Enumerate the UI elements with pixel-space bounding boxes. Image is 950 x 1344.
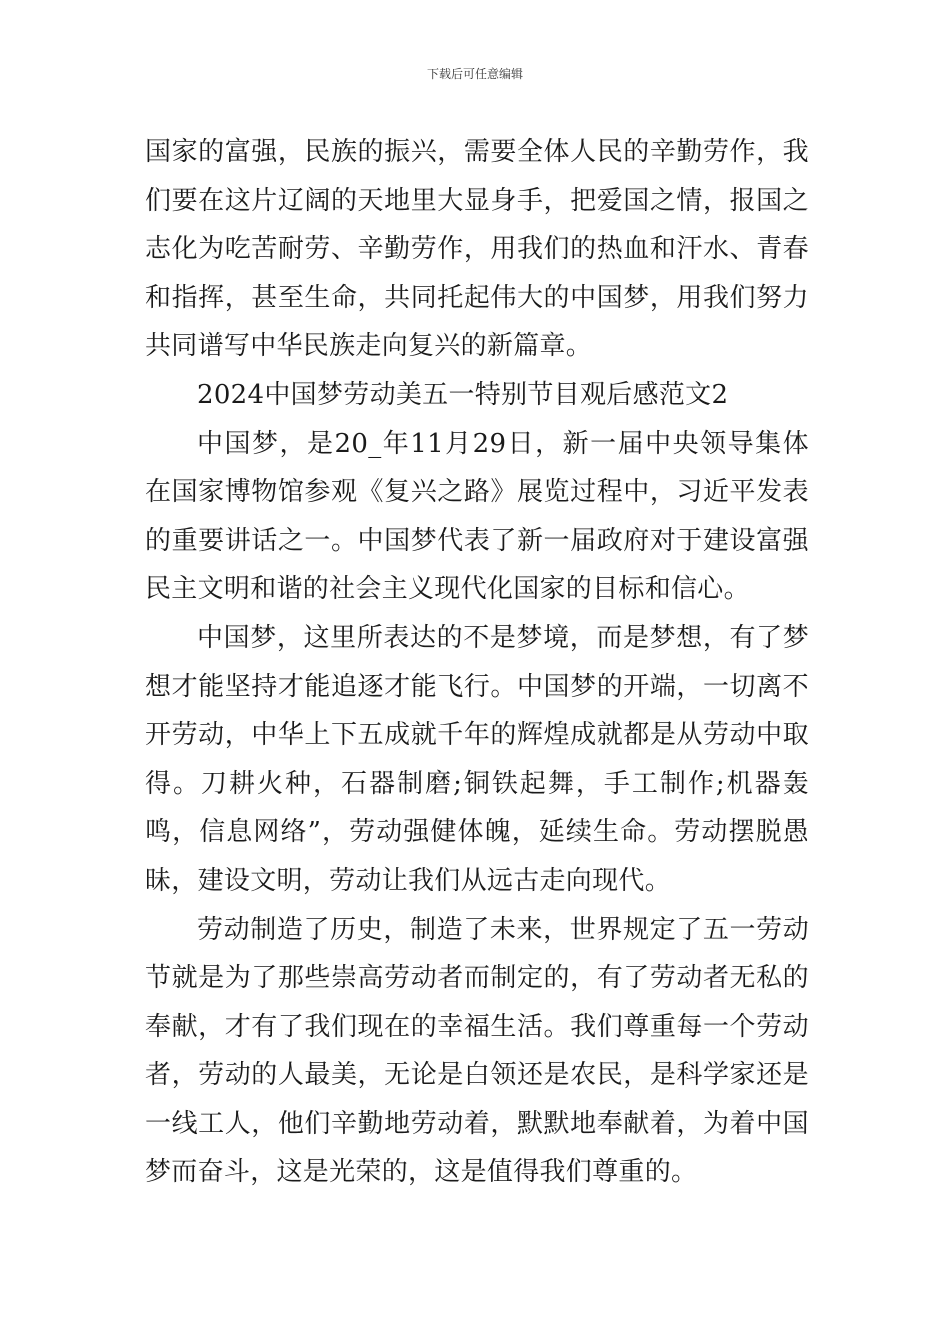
- page-header: 下载后可任意编辑: [426, 67, 523, 81]
- section-title: 2024中国梦劳动美五一特别节目观后感范文2: [197, 379, 729, 410]
- paragraph: 中国梦，这里所表达的不是梦境，而是梦想，有了梦想才能坚持才能追逐才能飞行。中国梦的开端，一切离不开劳动，中华上下五成就千年的辉煌成就都是从劳动中取得。刀耕火种，石器制磨;铜铁起舞，手工制作;机器轰鸣，信息网络”，劳动强健体魄，延续生命。劳动摆脱愚昧，建设文明，劳动让我们从远古走向现代。: [145, 622, 809, 896]
- paragraph-continuation: 国家的富强，民族的振兴，需要全体人民的辛勤劳作，我们要在这片辽阔的天地里大显身手，把爱国之情，报国之志化为吃苦耐劳、辛勤劳作，用我们的热血和汗水、青春和指挥，甚至生命，共同托起伟大的中国梦，用我们努力共同谱写中华民族走向复兴的新篇章。: [145, 137, 809, 362]
- document-body: [145, 128, 809, 1197]
- paragraph: 中国梦，是20_年11月29日，新一届中央领导集体在国家博物馆参观《复兴之路》展览过程中，习近平发表的重要讲话之一。中国梦代表了新一届政府对于建设富强民主文明和谐的社会主义现代化国家的目标和信心。: [145, 428, 809, 605]
- paragraph: 劳动制造了历史，制造了未来，世界规定了五一劳动节就是为了那些崇高劳动者而制定的，有了劳动者无私的奉献，才有了我们现在的幸福生活。我们尊重每一个劳动者，劳动的人最美，无论是白领还是农民，是科学家还是一线工人，他们辛勤地劳动着，默默地奉献着，为着中国梦而奋斗，这是光荣的，这是值得我们尊重的。: [145, 914, 809, 1188]
